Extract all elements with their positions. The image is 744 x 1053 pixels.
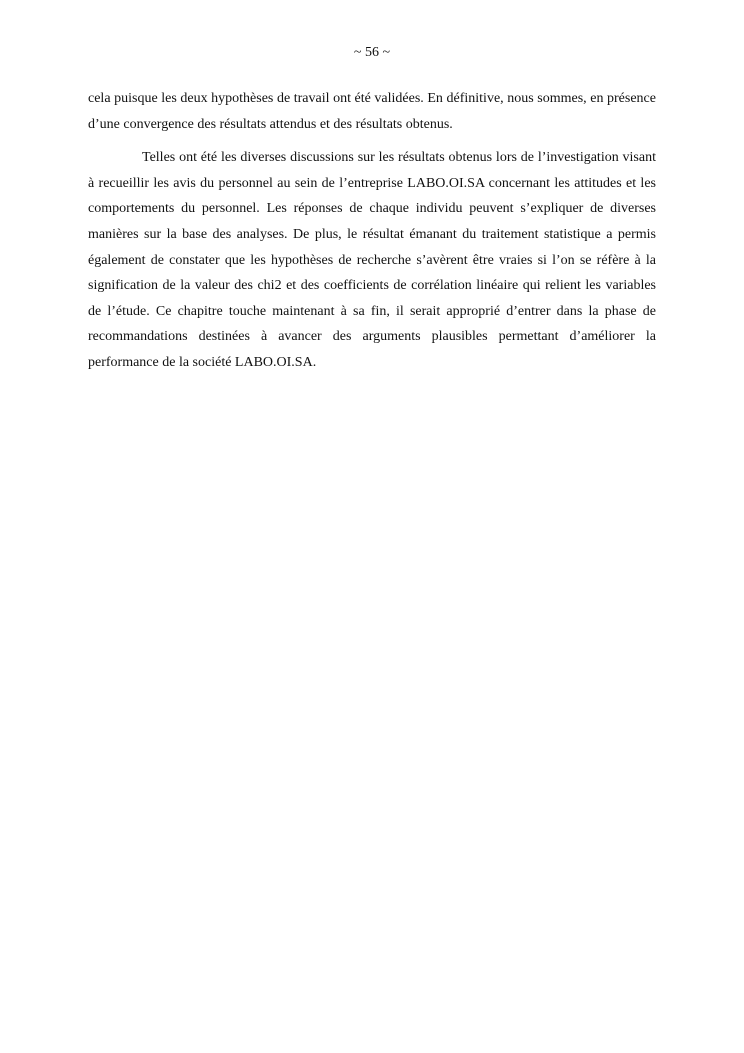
page-number: ~ 56 ~ bbox=[353, 45, 391, 60]
body-text bbox=[88, 86, 656, 376]
paragraph-continuation: cela puisque les deux hypothèses de travail ont été validées. En définitive, nous sommes, en présence d’une convergence des résultats attendus et des résultats obtenus. bbox=[88, 91, 656, 132]
paragraph-conclusion: Telles ont été les diverses discussions sur les résultats obtenus lors de l’investigation visant à recueillir les avis du personnel au sein de l’entreprise LABO.OI.SA concernant les attitudes et les comportements du personnel. Les réponses de chaque individu peuvent s’expliquer de diverses manières sur la base des analyses. De plus, le résultat émanant du traitement statistique a permis également de constater que les hypothèses de recherche s’avèrent être vraies si l’on se réfère à la signification de la valeur des chi2 et des coefficients de corrélation linéaire qui relient les variables de l’étude. Ce chapitre touche maintenant à sa fin, il serait approprié d’entrer dans la phase de recommandations destinées à avancer des arguments plausibles permettant d’améliorer la performance de la société LABO.OI.SA. bbox=[88, 150, 656, 370]
